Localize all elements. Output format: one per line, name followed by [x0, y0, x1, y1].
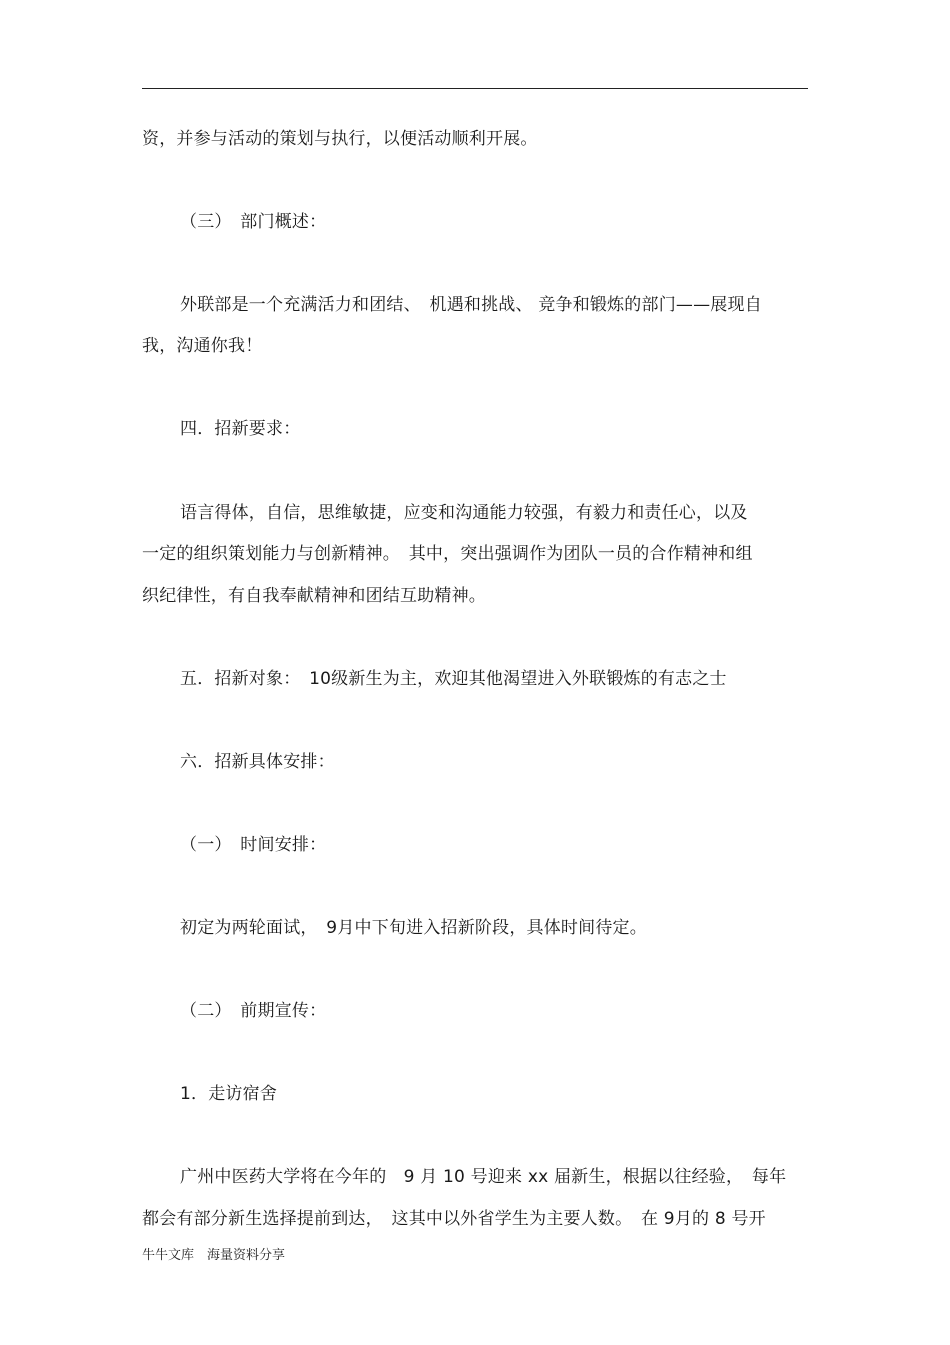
paragraph-line: 我，沟通你我！	[142, 336, 263, 356]
paragraph-line: 广州中医药大学将在今年的 9 月 10 号迎来 xx 届新生，根据以往经验， 每年	[180, 1167, 787, 1187]
paragraph-line: 织纪律性，有自我奉献精神和团结互助精神。	[142, 586, 486, 606]
paragraph-line: 初定为两轮面试， 9月中下旬进入招新阶段，具体时间待定。	[180, 918, 647, 938]
footer-text: 牛牛文库 海量资料分享	[142, 1248, 286, 1263]
paragraph-line: 语言得体，自信，思维敏捷，应变和沟通能力较强，有毅力和责任心，以及	[180, 503, 748, 523]
section-heading: （二） 前期宣传：	[180, 1001, 327, 1021]
paragraph-line: 资，并参与活动的策划与执行，以便活动顺利开展。	[142, 129, 538, 149]
section-heading: 1．走访宿舍	[180, 1084, 278, 1104]
paragraph-line: 都会有部分新生选择提前到达， 这其中以外省学生为主要人数。 在 9月的 8 号开	[142, 1209, 766, 1229]
section-heading: 四．招新要求：	[180, 419, 301, 439]
section-heading: （三） 部门概述：	[180, 212, 327, 232]
header-rule	[142, 88, 808, 89]
paragraph-line: 外联部是一个充满活力和团结、 机遇和挑战、 竞争和锻炼的部门——展现自	[180, 295, 762, 315]
paragraph-line: 一定的组织策划能力与创新精神。 其中，突出强调作为团队一员的合作精神和组	[142, 544, 753, 564]
section-heading: 五．招新对象： 10级新生为主，欢迎其他渴望进入外联锻炼的有志之士	[180, 669, 727, 689]
section-heading: （一） 时间安排：	[180, 835, 327, 855]
section-heading: 六．招新具体安排：	[180, 752, 335, 772]
